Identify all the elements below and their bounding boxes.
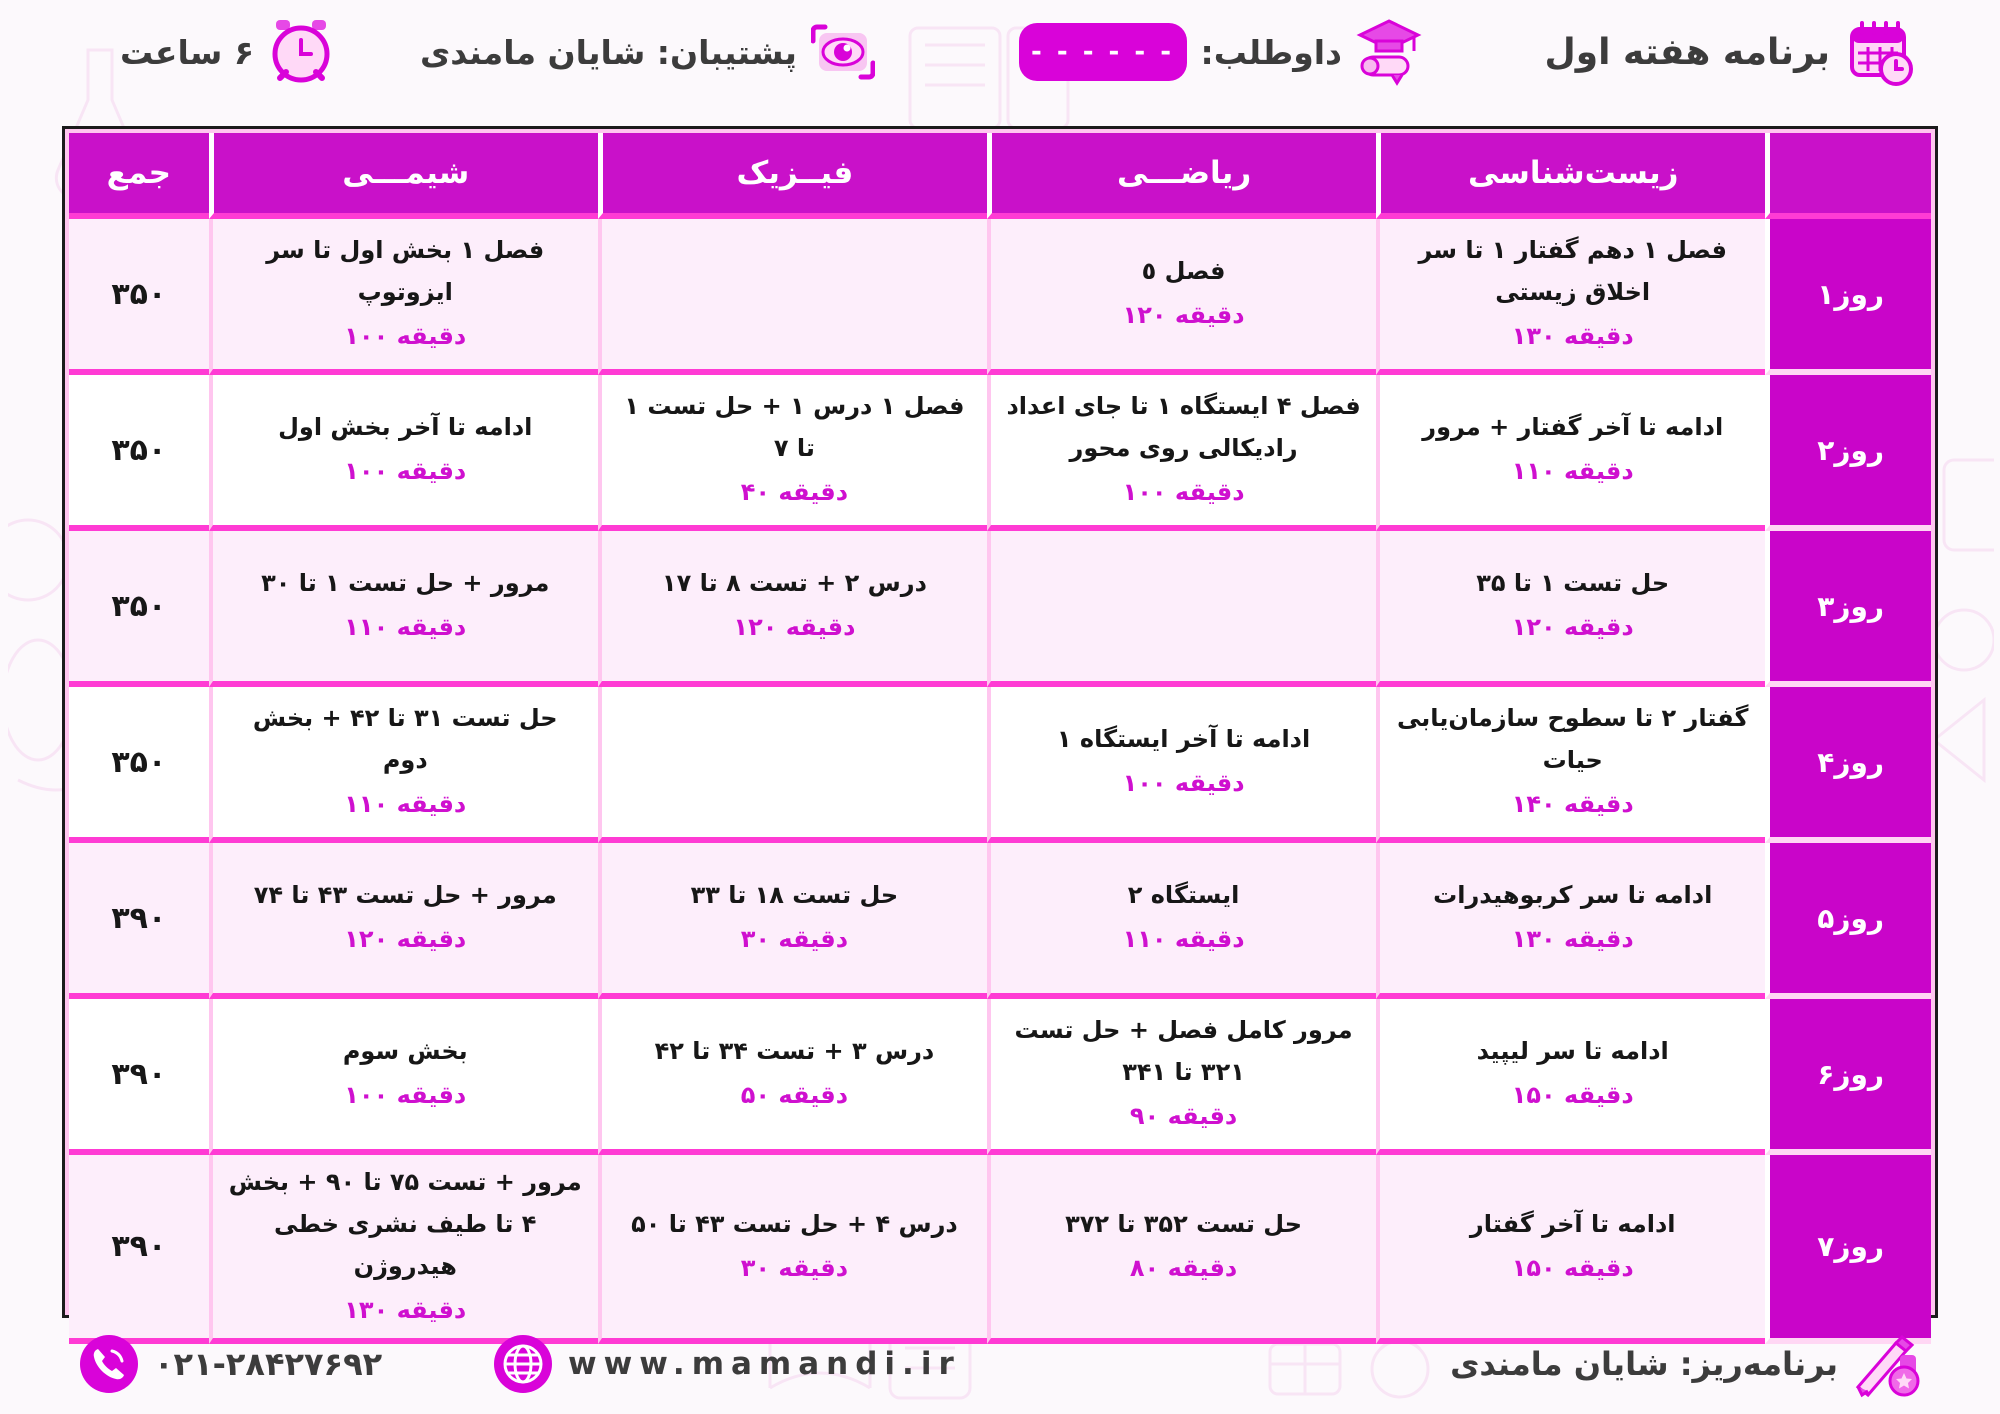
table-row-day1	[69, 219, 1931, 375]
graduation-cap-icon	[1356, 15, 1422, 89]
header-biology: زیست‌شناسی	[1376, 133, 1765, 219]
pen-medal-icon	[1852, 1329, 1922, 1399]
duration-label: ۱۱۰ دقیقه	[1122, 925, 1245, 954]
cell-math	[987, 687, 1376, 843]
cell-math	[987, 1155, 1376, 1344]
cell-physics	[598, 531, 987, 687]
duration-label: ۱۳۰ دقیقه	[1511, 925, 1634, 954]
task-text: مرور + حل تست ۴۳ تا ۷۴	[253, 881, 557, 910]
day-label: روز۴	[1765, 687, 1931, 843]
task-text: فصل ۱ بخش اول تا سر ایزوتوپ	[266, 236, 545, 307]
day-label: روز۶	[1765, 999, 1931, 1155]
header-math: ریاضـــی	[987, 133, 1376, 219]
duration-label: ۵۰ دقیقه	[740, 1081, 849, 1110]
total-hours-group	[120, 6, 334, 98]
cell-biology	[1376, 1155, 1765, 1344]
duration-label: ۳۰ دقیقه	[740, 1254, 849, 1282]
table-row-day5	[69, 843, 1931, 999]
support-label: پشتیبان: شایان مامندی	[420, 32, 797, 72]
duration-label: ۱۴۰ دقیقه	[1511, 790, 1634, 819]
cell-math	[987, 219, 1376, 375]
day-label: روز۷	[1765, 1155, 1931, 1344]
header-day	[1765, 133, 1931, 219]
duration-label: ۱۰۰ دقیقه	[1122, 478, 1245, 507]
duration-label: ۱۰۰ دقیقه	[344, 1081, 467, 1110]
task-text: ادامه تا آخر ایستگاه ۱	[1056, 725, 1311, 754]
cell-chemistry	[209, 999, 598, 1155]
planner-label: برنامه‌ریز: شایان مامندی	[1450, 1345, 1838, 1383]
duration-label: ۱۵۰ دقیقه	[1511, 1081, 1634, 1110]
table-row-day7	[69, 1155, 1931, 1344]
total-value: ۳۵۰	[69, 375, 209, 531]
candidate-label: داوطلب:	[1200, 32, 1342, 72]
eye-viewfinder-icon	[811, 19, 875, 85]
duration-label: ۱۲۰ دقیقه	[344, 925, 467, 954]
task-text: فصل ۱ دهم گفتار ۱ تا سر اخلاق زیستی	[1418, 236, 1727, 307]
duration-label: ۱۰۰ دقیقه	[344, 457, 467, 486]
duration-label: ۳۰ دقیقه	[740, 925, 849, 954]
cell-biology	[1376, 687, 1765, 843]
table-row-day6	[69, 999, 1931, 1155]
phone-icon	[78, 1333, 140, 1395]
task-text: فصل ۱ درس ۱ + حل تست ۱ تا ۷	[624, 392, 965, 463]
duration-label: ۱۱۰ دقیقه	[344, 790, 467, 819]
duration-label: ۸۰ دقیقه	[1129, 1254, 1238, 1282]
top-info-bar	[0, 6, 2000, 98]
page-title: برنامه هفته اول	[1544, 31, 1830, 73]
duration-label: ۱۳۰ دقیقه	[344, 1296, 467, 1324]
task-text: درس ۳ + تست ۳۴ تا ۴۲	[654, 1037, 935, 1066]
duration-label: ۱۲۰ دقیقه	[733, 613, 856, 642]
cell-chemistry	[209, 531, 598, 687]
task-text: ادامه تا آخر گفتار	[1469, 1210, 1676, 1238]
duration-label: ۱۱۰ دقیقه	[344, 613, 467, 642]
header-total: جمع	[69, 133, 209, 219]
header-physics: فیــزیک	[598, 133, 987, 219]
phone-number: ۰۲۱-۲۸۴۲۷۶۹۲	[154, 1345, 383, 1383]
cell-biology	[1376, 843, 1765, 999]
cell-math	[987, 843, 1376, 999]
duration-label: ۱۱۰ دقیقه	[1511, 457, 1634, 486]
website-link[interactable]: www.mamandi.ir	[568, 1346, 961, 1382]
day-label: روز۳	[1765, 531, 1931, 687]
total-value: ۳۹۰	[69, 999, 209, 1155]
cell-physics	[598, 687, 987, 843]
table-row-day2	[69, 375, 1931, 531]
total-value: ۳۹۰	[69, 1155, 209, 1344]
cell-biology	[1376, 531, 1765, 687]
day-label: روز۵	[1765, 843, 1931, 999]
header-chemistry: شیمـــی	[209, 133, 598, 219]
task-text: گفتار ۲ تا سطوح سازمان‌یابی حیات	[1397, 704, 1749, 775]
footer-bar	[0, 1324, 2000, 1404]
calendar-clock-icon	[1844, 15, 1918, 89]
weekly-schedule-table	[62, 126, 1938, 1324]
task-text: ادامه تا سر کربوهیدرات	[1433, 881, 1713, 910]
task-text: حل تست ۳۱ تا ۴۲ + بخش دوم	[252, 704, 558, 775]
total-value: ۳۵۰	[69, 531, 209, 687]
duration-label: ۱۳۰ دقیقه	[1511, 322, 1634, 351]
cell-math	[987, 531, 1376, 687]
schedule-title-group	[1545, 6, 1919, 98]
duration-label: ۱۵۰ دقیقه	[1511, 1254, 1634, 1282]
task-text: درس ۴ + حل تست ۴۳ تا ۵۰	[631, 1210, 958, 1238]
candidate-group	[1019, 6, 1422, 98]
website-group	[492, 1324, 961, 1404]
duration-label: ۱۰۰ دقیقه	[1122, 769, 1245, 798]
task-text: بخش سوم	[342, 1037, 468, 1066]
cell-math	[987, 999, 1376, 1155]
cell-chemistry	[209, 687, 598, 843]
cell-chemistry	[209, 1155, 598, 1344]
support-group	[420, 6, 875, 98]
task-text: فصل ٥	[1141, 257, 1226, 286]
duration-label: ۱۲۰ دقیقه	[1511, 613, 1634, 642]
day-label: روز۲	[1765, 375, 1931, 531]
total-value: ۳۹۰	[69, 843, 209, 999]
task-text: حل تست ۱۸ تا ۳۳	[690, 881, 899, 910]
cell-physics	[598, 375, 987, 531]
header-row	[69, 133, 1931, 219]
cell-chemistry	[209, 843, 598, 999]
task-text: مرور + حل تست ۱ تا ۳۰	[261, 569, 550, 598]
day-label: روز۱	[1765, 219, 1931, 375]
cell-biology	[1376, 375, 1765, 531]
task-text: مرور + تست ۷۵ تا ۹۰ + بخش ۴ تا طیف نشری خطی هیدروژن	[228, 1168, 582, 1280]
task-text: حل تست ۳۵۲ تا ۳۷۲	[1065, 1210, 1303, 1238]
duration-label: ۱۲۰ دقیقه	[1122, 301, 1245, 330]
task-text: حل تست ۱ تا ۳۵	[1476, 569, 1670, 598]
total-value: ۳۵۰	[69, 687, 209, 843]
cell-physics	[598, 999, 987, 1155]
task-text: ادامه تا آخر گفتار + مرور	[1422, 413, 1724, 442]
cell-chemistry	[209, 219, 598, 375]
planner-group	[1450, 1324, 1922, 1404]
table-row-day4	[69, 687, 1931, 843]
cell-biology	[1376, 219, 1765, 375]
task-text: ادامه تا آخر بخش اول	[278, 413, 533, 442]
task-text: مرور کامل فصل + حل تست ۳۲۱ تا ۳۴۱	[1014, 1016, 1353, 1087]
duration-label: ۴۰ دقیقه	[740, 478, 849, 507]
cell-chemistry	[209, 375, 598, 531]
cell-biology	[1376, 999, 1765, 1155]
globe-icon	[492, 1333, 554, 1395]
duration-label: ۹۰ دقیقه	[1129, 1102, 1238, 1131]
phone-group	[78, 1324, 382, 1404]
candidate-name-blank[interactable]: - - - - - -	[1019, 23, 1187, 81]
task-text: ادامه تا سر لیپید	[1476, 1037, 1669, 1066]
cell-math	[987, 375, 1376, 531]
total-value: ۳۵۰	[69, 219, 209, 375]
cell-physics	[598, 219, 987, 375]
alarm-clock-icon	[268, 16, 334, 88]
task-text: درس ۲ + تست ۸ تا ۱۷	[661, 569, 927, 598]
task-text: ایستگاه ۲	[1127, 881, 1240, 910]
hours-label: ۶ ساعت	[120, 32, 254, 72]
cell-physics	[598, 843, 987, 999]
table-row-day3	[69, 531, 1931, 687]
cell-physics	[598, 1155, 987, 1344]
task-text: فصل ۴ ایستگاه ۱ تا جای اعداد رادیکالی روی محور	[1006, 392, 1361, 463]
duration-label: ۱۰۰ دقیقه	[344, 322, 467, 351]
